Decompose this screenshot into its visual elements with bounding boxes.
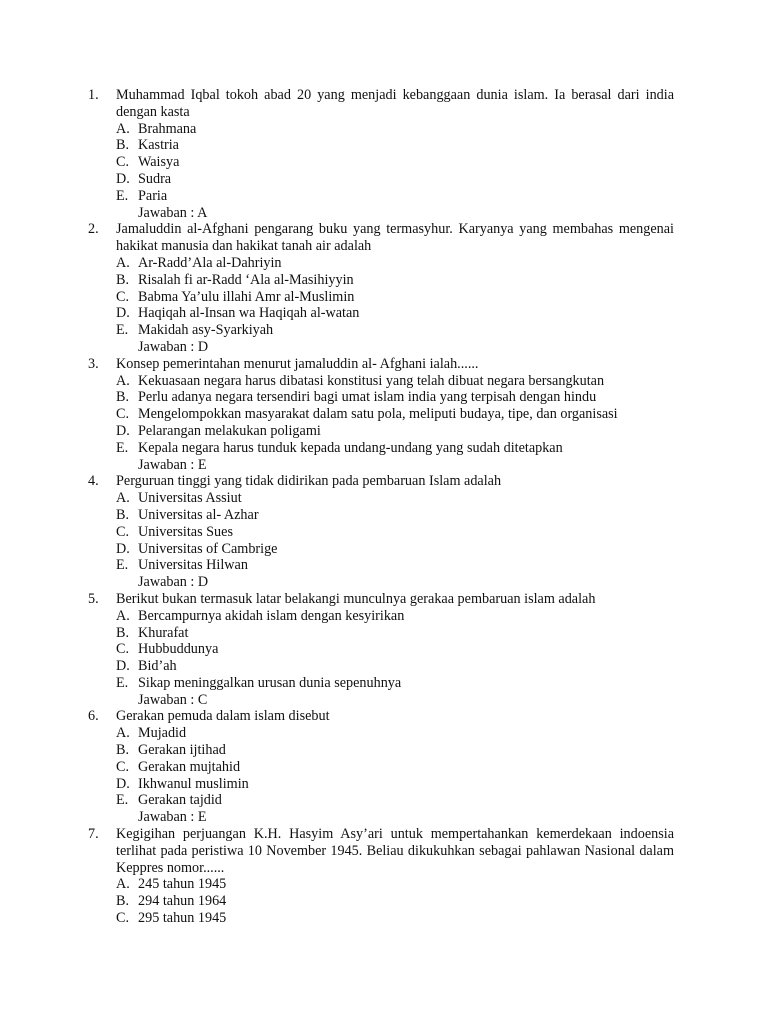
option-text: Gerakan ijtihad <box>138 742 226 759</box>
option-letter: D. <box>116 305 130 322</box>
option-text: Risalah fi ar-Radd ‘Ala al-Masihiyyin <box>138 271 354 288</box>
option-text: Ar-Radd’Ala al-Dahriyin <box>138 254 282 271</box>
option-letter: E. <box>116 557 129 574</box>
option-text: Ikhwanul muslimin <box>138 775 249 792</box>
option-text: Mengelompokkan masyarakat dalam satu pola, meliputi budaya, tipe, dan organisasi <box>138 406 618 423</box>
option-text: Khurafat <box>138 624 189 641</box>
question-text: Perguruan tinggi yang tidak didirikan pada pembaruan Islam adalah <box>116 473 502 490</box>
option-letter: A. <box>116 372 130 389</box>
answer-option <box>116 625 674 642</box>
option-letter: C. <box>116 641 130 658</box>
option-letter: D. <box>116 775 130 792</box>
question-number: 5. <box>88 590 99 607</box>
option-letter: A. <box>116 120 130 137</box>
answer-option <box>116 608 674 625</box>
question-number: 2. <box>88 221 99 238</box>
option-text: Bercampurnya akidah islam dengan kesyirikan <box>138 607 405 624</box>
option-text: Sudra <box>138 170 172 187</box>
question-text: Berikut bukan termasuk latar belakangi munculnya gerakaa pembaruan islam adalah <box>116 590 596 607</box>
question-item <box>88 473 674 591</box>
question-text: Muhammad Iqbal tokoh abad 20 yang menjadi kebanggaan dunia islam. Ia berasal dari india dengan kasta <box>116 87 674 120</box>
option-letter: B. <box>116 624 130 641</box>
answer-option <box>116 792 674 809</box>
answer-option <box>116 658 674 675</box>
answer-option <box>116 305 674 322</box>
option-text: Universitas of Cambrige <box>138 540 278 557</box>
answer-option <box>116 406 674 423</box>
option-text: Haqiqah al-Insan wa Haqiqah al-watan <box>138 305 360 322</box>
option-text: Bid’ah <box>138 658 177 675</box>
option-text: Kastria <box>138 137 179 154</box>
answer-option <box>116 490 674 507</box>
question-number: 3. <box>88 355 99 372</box>
option-text: Gerakan tajdid <box>138 792 222 809</box>
option-letter: A. <box>116 876 130 893</box>
option-letter: E. <box>116 187 129 204</box>
answer-option <box>116 524 674 541</box>
question-item <box>88 87 674 221</box>
option-letter: B. <box>116 137 130 154</box>
option-letter: C. <box>116 406 130 423</box>
option-text: Babma Ya’ulu illahi Amr al-Muslimin <box>138 288 355 305</box>
option-text: 294 tahun 1964 <box>138 893 227 910</box>
question-body <box>116 826 674 927</box>
answer-key: Jawaban : D <box>138 338 209 355</box>
question-body <box>116 473 674 591</box>
option-letter: D. <box>116 658 130 675</box>
answer-option <box>116 675 674 692</box>
answer-option <box>116 910 674 927</box>
answer-option <box>116 423 674 440</box>
answer-option <box>116 289 674 306</box>
option-text: Perlu adanya negara tersendiri bagi umat islam india yang terpisah dengan hindu <box>138 389 597 406</box>
answer-option <box>116 188 674 205</box>
option-letter: B. <box>116 506 130 523</box>
answer-option <box>116 557 674 574</box>
option-letter: C. <box>116 910 130 927</box>
question-number: 7. <box>88 826 99 843</box>
option-letter: E. <box>116 792 129 809</box>
answer-key: Jawaban : A <box>138 204 208 221</box>
answer-option <box>116 389 674 406</box>
option-letter: C. <box>116 758 130 775</box>
question-text: Kegigihan perjuangan K.H. Hasyim Asy’ari untuk mempertahankan kemerdekaan indoensia terlihat pada peristiwa 10 November 1945. Beliau dikukuhkan sebagai pahlawan Nasional dalam Keppres nomor...... <box>116 826 674 876</box>
option-text: 295 tahun 1945 <box>138 910 227 927</box>
question-body <box>116 591 674 709</box>
answer-key: Jawaban : D <box>138 574 209 591</box>
option-letter: C. <box>116 523 130 540</box>
option-letter: B. <box>116 893 130 910</box>
answer-option <box>116 742 674 759</box>
option-text: Waisya <box>138 154 180 171</box>
option-text: Gerakan mujtahid <box>138 758 241 775</box>
option-letter: A. <box>116 607 130 624</box>
question-body <box>116 87 674 221</box>
option-text: Pelarangan melakukan poligami <box>138 422 321 439</box>
option-text: Kepala negara harus tunduk kepada undang-undang yang sudah ditetapkan <box>138 439 563 456</box>
answer-option <box>116 121 674 138</box>
option-text: Brahmana <box>138 120 197 137</box>
question-item <box>88 826 674 927</box>
question-list <box>88 87 674 927</box>
question-number: 6. <box>88 708 99 725</box>
option-letter: D. <box>116 422 130 439</box>
question-item <box>88 708 674 826</box>
option-letter: B. <box>116 389 130 406</box>
option-text: Paria <box>138 187 168 204</box>
question-body <box>116 356 674 474</box>
option-text: Hubbuddunya <box>138 641 219 658</box>
option-text: Universitas Sues <box>138 523 233 540</box>
option-text: Sikap meninggalkan urusan dunia sepenuhnya <box>138 674 402 691</box>
answer-key: Jawaban : C <box>138 691 208 708</box>
option-text: 245 tahun 1945 <box>138 876 227 893</box>
question-text: Konsep pemerintahan menurut jamaluddin al- Afghani ialah...... <box>116 355 479 372</box>
option-letter: D. <box>116 170 130 187</box>
option-letter: A. <box>116 490 130 507</box>
answer-option <box>116 541 674 558</box>
question-number: 4. <box>88 473 99 490</box>
question-item <box>88 356 674 474</box>
option-letter: A. <box>116 725 130 742</box>
option-letter: B. <box>116 742 130 759</box>
answer-option <box>116 893 674 910</box>
answer-option <box>116 507 674 524</box>
answer-option <box>116 373 674 390</box>
answer-option <box>116 776 674 793</box>
answer-option <box>116 759 674 776</box>
answer-option <box>116 641 674 658</box>
answer-option <box>116 255 674 272</box>
answer-key: Jawaban : E <box>138 809 207 826</box>
question-item <box>88 591 674 709</box>
option-letter: C. <box>116 288 130 305</box>
answer-key: Jawaban : E <box>138 456 207 473</box>
question-item <box>88 221 674 355</box>
option-text: Kekuasaan negara harus dibatasi konstitusi yang telah dibuat negara bersangkutan <box>138 372 605 389</box>
answer-option <box>116 322 674 339</box>
question-number: 1. <box>88 87 99 103</box>
option-letter: B. <box>116 271 130 288</box>
option-letter: C. <box>116 154 130 171</box>
answer-option <box>116 154 674 171</box>
answer-option <box>116 171 674 188</box>
answer-option <box>116 725 674 742</box>
option-text: Universitas al- Azhar <box>138 506 259 523</box>
question-text: Jamaluddin al-Afghani pengarang buku yang termasyhur. Karyanya yang membahas mengenai hakikat manusia dan hakikat tanah air adalah <box>116 221 674 255</box>
option-text: Makidah asy-Syarkiyah <box>138 322 274 339</box>
answer-option <box>116 876 674 893</box>
answer-option <box>116 137 674 154</box>
answer-option <box>116 440 674 457</box>
option-letter: E. <box>116 439 129 456</box>
option-letter: D. <box>116 540 130 557</box>
option-text: Universitas Hilwan <box>138 557 248 574</box>
question-body <box>116 708 674 826</box>
option-text: Mujadid <box>138 725 187 742</box>
question-body <box>116 221 674 355</box>
option-letter: E. <box>116 674 129 691</box>
option-text: Universitas Assiut <box>138 490 242 507</box>
option-letter: A. <box>116 254 130 271</box>
question-text: Gerakan pemuda dalam islam disebut <box>116 708 330 725</box>
answer-option <box>116 272 674 289</box>
option-letter: E. <box>116 322 129 339</box>
